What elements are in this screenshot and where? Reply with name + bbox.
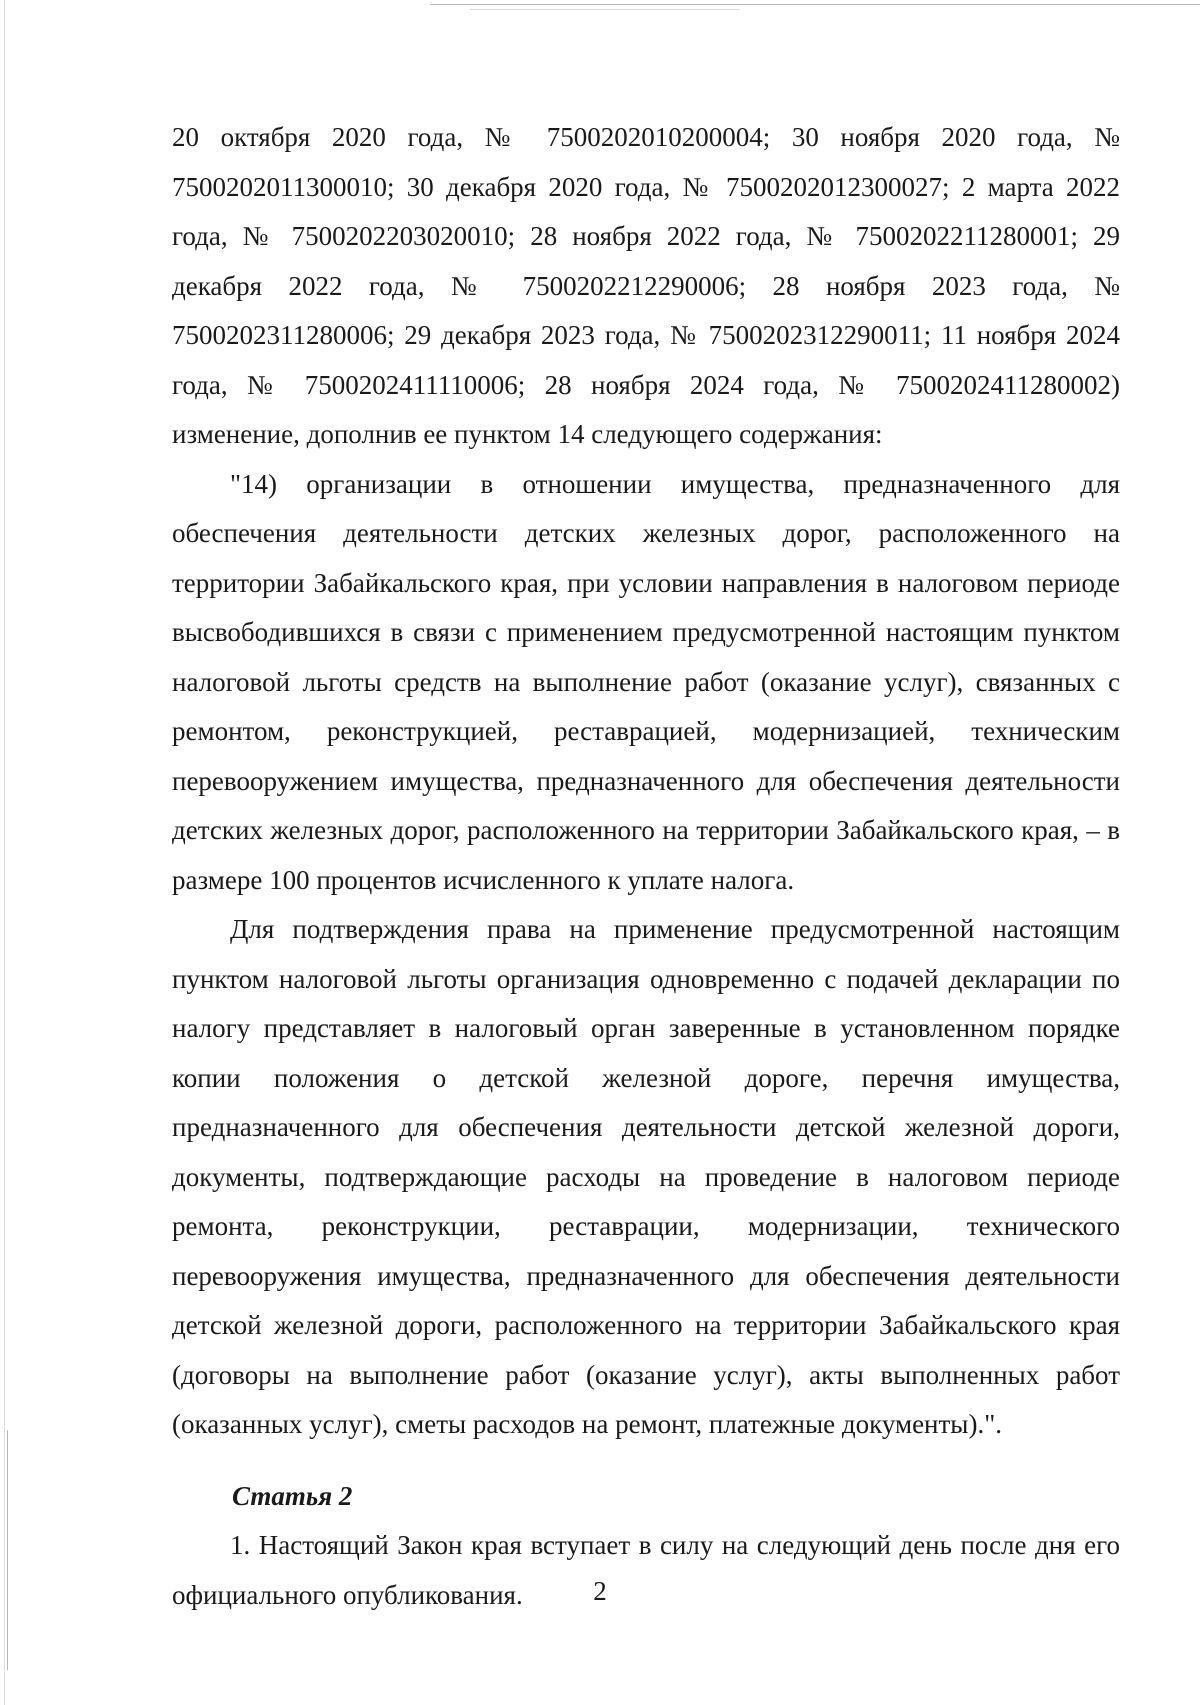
- document-body: [172, 113, 1120, 1620]
- intro-paragraph: 20 октября 2020 года, № 7500202010200004; 30 ноября 2020 года, № 7500202011300010; 30 декабря 2020 года, № 7500202012300027; 2 марта 2022 года, № 7500202203020010; 28 ноября 2022 года, № 7500202211280001; 29 декабря 2022 года, № 7500202212290006; 28 ноября 2023 года, № 7500202311280006; 29 декабря 2023 года, № 7500202312290011; 11 ноября 2024 года, № 7500202411110006; 28 ноября 2024 года, № 7500202411280002) изменение, дополнив ее пунктом 14 следующего содержания:: [172, 122, 1120, 449]
- scan-artifact-top-secondary: [470, 9, 740, 10]
- article-heading: Статья 2: [232, 1480, 353, 1511]
- scan-artifact-left-secondary: [7, 1430, 8, 1670]
- item-14-paragraph: "14) организации в отношении имущества, предназначенного для обеспечения деятельности детских железных дорог, расположенного на территории Забайкальского края, при условии направления в налоговом периоде высвободившихся в связи с применением предусмотренной настоящим пунктом налоговой льготы средств на выполнение работ (оказание услуг), связанных с ремонтом, реконструкцией, реставрацией, модернизацией, техническим перевооружением имущества, предназначенного для обеспечения деятельности детских железных дорог, расположенного на территории Забайкальского края, – в размере 100 процентов исчисленного к уплате налога.: [172, 468, 1120, 895]
- article-item-1: 1. Настоящий Закон края вступает в силу на следующий день после дня его официального опубликования.: [172, 1530, 1120, 1610]
- confirmation-paragraph: Для подтверждения права на применение предусмотренной настоящим пунктом налоговой льготы организация одновременно с подачей декларации по налогу представляет в налоговый орган заверенные в установленном порядке копии положения о детской железной дороге, перечня имущества, предназначенного для обеспечения деятельности детской железной дороги, документы, подтверждающие расходы на проведение в налоговом периоде ремонта, реконструкции, реставрации, модернизации, технического перевооружения имущества, предназначенного для обеспечения деятельности детской железной дороги, расположенного на территории Забайкальского края (договоры на выполнение работ (оказание услуг), акты выполненных работ (оказанных услуг), сметы расходов на ремонт, платежные документы).".: [172, 914, 1120, 1439]
- scan-artifact-top: [430, 4, 1200, 5]
- page-number: 2: [593, 1576, 607, 1606]
- scan-artifact-left: [4, 0, 5, 1705]
